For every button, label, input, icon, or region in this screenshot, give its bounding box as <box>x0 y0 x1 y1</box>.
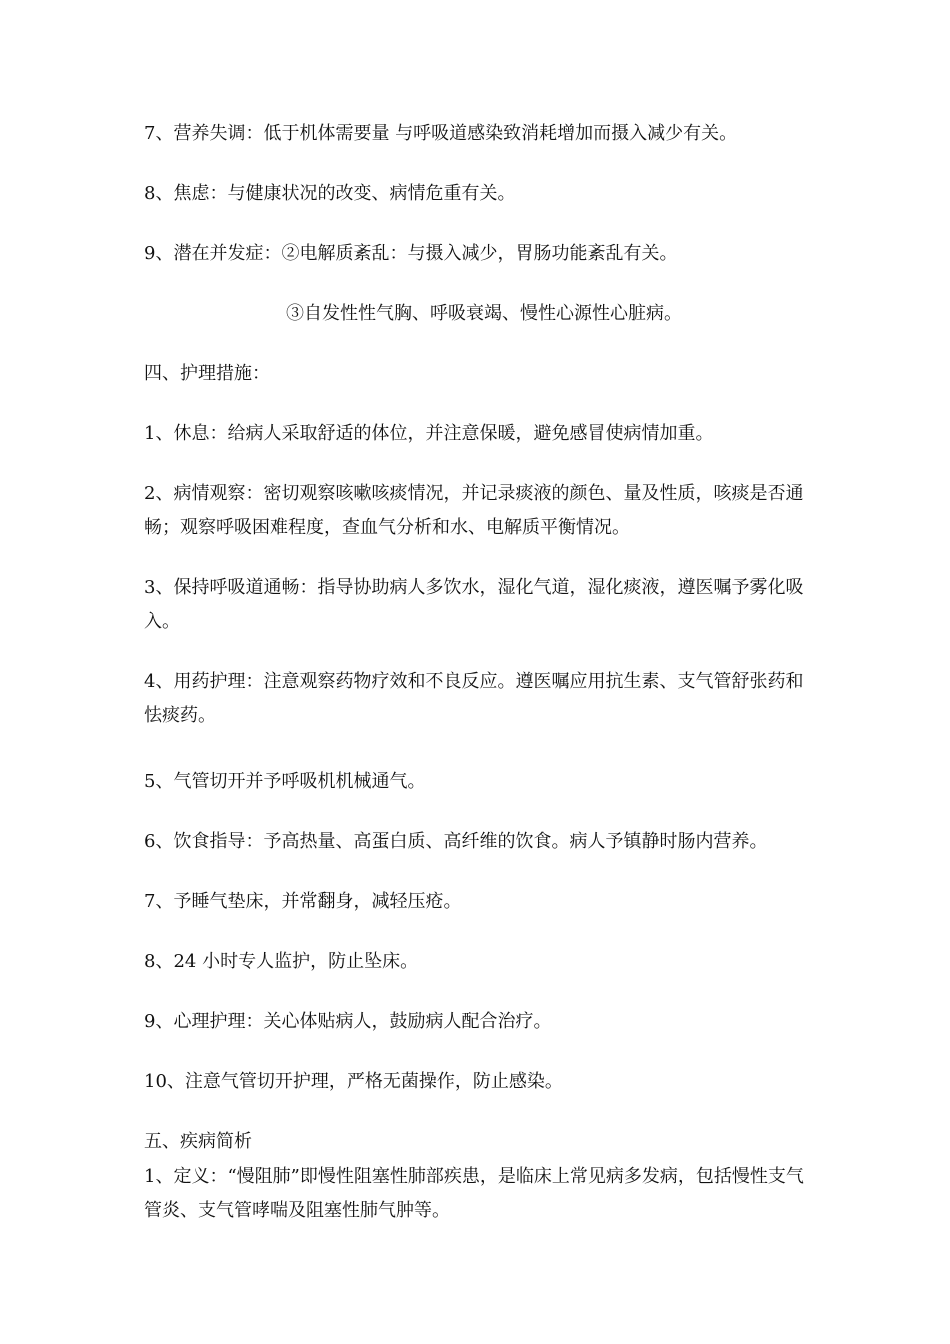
measure-10-tracheostomy: 10、注意气管切开护理，严格无菌操作，防止感染。 <box>144 1071 563 1092</box>
measure-2-observation: 2、病情观察：密切观察咳嗽咳痰情况，并记录痰液的颜色、量及性质，咳痰是否通畅；观察呼吸困难程度，查血气分析和水、电解质平衡情况。 <box>144 483 804 538</box>
diagnosis-7-nutrition: 7、营养失调：低于机体需要量 与呼吸道感染致消耗增加而摄入减少有关。 <box>144 123 738 144</box>
measure-1-rest: 1、休息：给病人采取舒适的体位，并注意保暖，避免感冒使病情加重。 <box>144 423 714 444</box>
measure-8-monitoring: 8、24 小时专人监护，防止坠床。 <box>144 951 419 972</box>
diagnosis-8-anxiety: 8、焦虑：与健康状况的改变、病情危重有关。 <box>144 183 516 204</box>
measure-3-airway: 3、保持呼吸道通畅：指导协助病人多饮水，湿化气道，湿化痰液，遵医嘱予雾化吸入。 <box>144 577 804 632</box>
measure-9-psychological: 9、心理护理：关心体贴病人，鼓励病人配合治疗。 <box>144 1011 552 1032</box>
measure-5-ventilation: 5、气管切开并予呼吸机机械通气。 <box>144 771 426 792</box>
section-5-heading: 五、疾病简析 <box>144 1131 252 1152</box>
measure-6-diet: 6、饮食指导：予高热量、高蛋白质、高纤维的饮食。病人予镇静时肠内营养。 <box>144 831 768 852</box>
measure-7-air-mattress: 7、予睡气垫床，并常翻身，减轻压疮。 <box>144 891 462 912</box>
measure-4-medication: 4、用药护理：注意观察药物疗效和不良反应。遵医嘱应用抗生素、支气管舒张药和怯痰药。 <box>144 671 804 726</box>
diagnosis-9-complications: 9、潜在并发症：②电解质紊乱：与摄入减少，胃肠功能紊乱有关。 <box>144 243 678 264</box>
diagnosis-9-complication-3: ③自发性性气胸、呼吸衰竭、慢性心源性心脏病。 <box>286 303 682 324</box>
section-4-heading: 四、护理措施： <box>144 363 270 384</box>
definition-paragraph: 1、定义：“慢阻肺”即慢性阻塞性肺部疾患，是临床上常见病多发病，包括慢性支气管炎、支气管哮喘及阻塞性肺气肿等。 <box>144 1166 804 1221</box>
